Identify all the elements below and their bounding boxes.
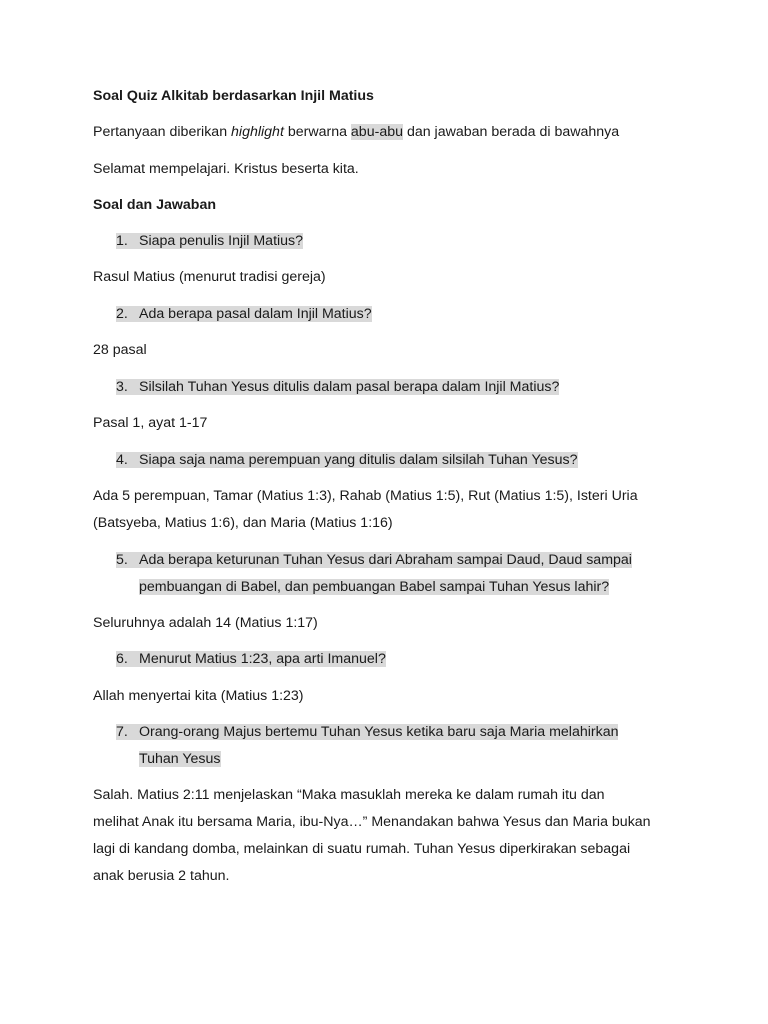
intro-text-3: dan jawaban berada di bawahnya	[403, 124, 620, 140]
question-5	[116, 549, 632, 571]
question-text: Siapa saja nama perempuan yang ditulis dalam silsilah Tuhan Yesus?	[139, 452, 578, 468]
question-number: 2.	[116, 306, 128, 322]
question-text: Tuhan Yesus	[139, 751, 221, 767]
answer-7-line-2: melihat Anak itu bersama Maria, ibu-Nya…” Menandakan bahwa Yesus dan Maria bukan	[93, 814, 651, 830]
answer-4-line-2: (Batsyeba, Matius 1:6), dan Maria (Matius 1:16)	[93, 515, 393, 531]
question-1	[116, 230, 303, 252]
answer-7-line-3: lagi di kandang domba, melainkan di suatu rumah. Tuhan Yesus diperkirakan sebagai	[93, 841, 631, 857]
question-text: Ada berapa keturunan Tuhan Yesus dari Abraham sampai Daud, Daud sampai	[139, 552, 632, 568]
answer-3: Pasal 1, ayat 1-17	[93, 415, 208, 431]
question-text: Orang-orang Majus bertemu Tuhan Yesus ketika baru saja Maria melahirkan	[139, 724, 619, 740]
document-title: Soal Quiz Alkitab berdasarkan Injil Matius	[93, 88, 374, 104]
intro-highlight-word: abu-abu	[350, 124, 403, 140]
question-number: 7.	[116, 724, 128, 740]
intro-italic-word: highlight	[231, 124, 284, 140]
question-6	[116, 648, 386, 670]
intro-text-2: berwarna	[283, 124, 351, 140]
question-number: 3.	[116, 379, 128, 395]
question-number: 1.	[116, 233, 128, 249]
question-number: 6.	[116, 651, 128, 667]
intro-paragraph	[93, 121, 619, 143]
answer-1: Rasul Matius (menurut tradisi gereja)	[93, 269, 326, 285]
question-text: Silsilah Tuhan Yesus ditulis dalam pasal berapa dalam Injil Matius?	[139, 379, 560, 395]
question-7	[116, 721, 618, 743]
answer-4-line-1: Ada 5 perempuan, Tamar (Matius 1:3), Rahab (Matius 1:5), Rut (Matius 1:5), Isteri Uria	[93, 488, 638, 504]
question-text: Ada berapa pasal dalam Injil Matius?	[139, 306, 372, 322]
question-2	[116, 303, 372, 325]
answer-7-line-4: anak berusia 2 tahun.	[93, 868, 230, 884]
answer-2: 28 pasal	[93, 342, 147, 358]
question-text: Siapa penulis Injil Matius?	[139, 233, 304, 249]
section-heading: Soal dan Jawaban	[93, 197, 216, 213]
answer-5: Seluruhnya adalah 14 (Matius 1:17)	[93, 615, 318, 631]
question-number: 4.	[116, 452, 128, 468]
question-5-line-2	[139, 576, 609, 598]
greeting-text: Selamat mempelajari. Kristus beserta kita.	[93, 161, 359, 177]
question-number: 5.	[116, 552, 128, 568]
question-7-line-2	[139, 748, 221, 770]
question-4	[116, 449, 578, 471]
question-text: pembuangan di Babel, dan pembuangan Babel sampai Tuhan Yesus lahir?	[139, 579, 610, 595]
answer-7-line-1: Salah. Matius 2:11 menjelaskan “Maka masuklah mereka ke dalam rumah itu dan	[93, 787, 605, 803]
question-3	[116, 376, 559, 398]
answer-6: Allah menyertai kita (Matius 1:23)	[93, 688, 304, 704]
question-text: Menurut Matius 1:23, apa arti Imanuel?	[139, 651, 386, 667]
intro-text-1: Pertanyaan diberikan	[93, 124, 232, 140]
